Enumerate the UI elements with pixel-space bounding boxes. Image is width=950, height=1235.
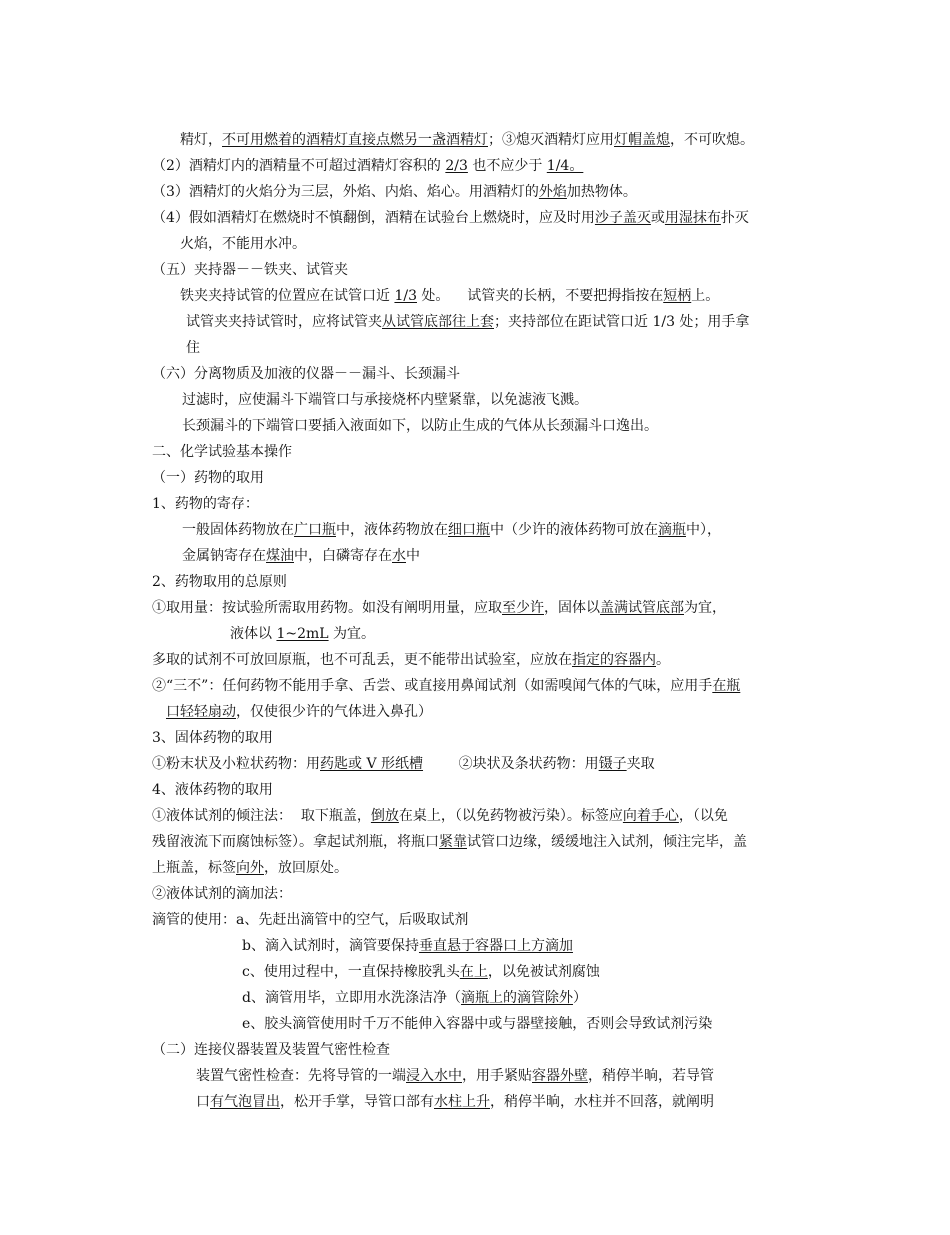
text-line	[230, 624, 375, 644]
text-segment: ，（以免	[678, 808, 728, 824]
text-line	[152, 442, 292, 462]
text-segment: （2）酒精灯内的酒精量不可超过酒精灯容积的	[152, 158, 446, 174]
text-line	[152, 728, 273, 748]
underlined-text: 在上	[459, 964, 488, 980]
text-segment: ，仅使很少许的气体进入鼻孔）	[236, 704, 432, 720]
underlined-text: 沙子盖灭	[594, 210, 651, 226]
underlined-text: 滴瓶	[658, 522, 686, 538]
text-segment: ，固体以	[544, 600, 600, 616]
text-segment: 扑灭	[720, 210, 749, 226]
text-segment: 中（少许的液体药物可放在	[490, 522, 658, 538]
text-line	[152, 858, 348, 878]
underlined-text: 紧靠	[439, 834, 467, 850]
text-line	[152, 572, 287, 592]
underlined-text: 灯帽盖熄	[614, 132, 670, 148]
text-line	[152, 832, 747, 852]
text-line	[242, 988, 587, 1008]
underlined-text: 倒放	[370, 808, 399, 824]
text-line	[152, 260, 348, 280]
underlined-text: 煤油	[266, 548, 294, 564]
text-segment: ，稍停半晌，若导管	[588, 1068, 714, 1084]
text-line	[196, 1092, 714, 1112]
text-line	[196, 1066, 714, 1086]
text-line	[152, 208, 749, 228]
underlined-text: 镊子	[598, 756, 627, 772]
underlined-text: 水	[392, 548, 406, 564]
text-segment: 住	[186, 340, 200, 356]
underlined-text: 有气泡冒出	[210, 1094, 280, 1110]
text-segment: 滴管的使用：a、先赶出滴管中的空气，后吸取试剂	[152, 912, 469, 928]
text-segment: 过滤时，应使漏斗下端管口与承接烧杯内壁紧靠，以免滤液飞溅。	[182, 392, 588, 408]
underlined-text: 外焰	[538, 184, 567, 200]
text-segment: ①粉末状及小粒状药物：用	[152, 756, 320, 772]
text-segment: （五）夹持器－－铁夹、试管夹	[152, 262, 348, 278]
text-line	[152, 754, 655, 774]
text-line	[152, 156, 583, 176]
text-segment: 多取的试剂不可放回原瓶，也不可乱丢，更不能带出试验室，应放在	[152, 652, 572, 668]
underlined-text: 口轻轻扇动	[166, 704, 236, 720]
underlined-text: 1/4。	[546, 158, 584, 174]
text-segment: ②块状及条状药物：用	[423, 756, 599, 772]
underlined-text: 1~2mL	[276, 626, 329, 642]
text-line	[152, 364, 460, 384]
underlined-text: 水柱上升	[434, 1094, 490, 1110]
text-segment: ，用手紧贴	[462, 1068, 532, 1084]
underlined-text: 药匙或 V 形纸槽	[320, 756, 424, 772]
text-segment: （3）酒精灯的火焰分为三层，外焰、内焰、焰心。用酒精灯的	[152, 184, 539, 200]
underlined-text: 向外	[236, 860, 264, 876]
text-line	[182, 520, 721, 540]
text-line	[152, 1040, 390, 1060]
text-line	[152, 676, 740, 696]
text-line	[152, 884, 292, 904]
text-line	[180, 286, 719, 306]
text-line	[182, 390, 588, 410]
text-segment: ①取用量：按试验所需取用药物。如没有阐明用量，应取	[152, 600, 502, 616]
text-segment: b、滴入试剂时，滴管要保持	[242, 938, 419, 954]
text-segment: 上瓶盖，标签	[152, 860, 236, 876]
text-segment: 为宜。	[328, 626, 376, 642]
text-segment: ，以免被试剂腐蚀	[487, 964, 600, 980]
underlined-text: 广口瓶	[294, 522, 336, 538]
text-line	[180, 234, 306, 254]
text-segment: 中，白磷寄存在	[294, 548, 392, 564]
text-segment: 残留液流下而腐蚀标签）。拿起试剂瓶，将瓶口	[152, 834, 439, 850]
text-segment: 上。	[691, 288, 720, 304]
text-segment: 二、化学试验基本操作	[152, 444, 292, 460]
text-segment: （六）分离物质及加液的仪器－－漏斗、长颈漏斗	[152, 366, 460, 382]
text-segment: 3、固体药物的取用	[152, 730, 273, 746]
underlined-text: 容器外壁	[532, 1068, 588, 1084]
text-segment: 2、药物取用的总原则	[152, 574, 287, 590]
underlined-text: 细口瓶	[448, 522, 490, 538]
text-segment: ，放回原处。	[264, 860, 348, 876]
text-line	[152, 650, 670, 670]
text-line	[180, 130, 754, 150]
text-segment: 中	[406, 548, 420, 564]
underlined-text: 盖满试管底部	[600, 600, 684, 616]
text-line	[152, 806, 728, 826]
text-segment: 长颈漏斗的下端管口要插入液面如下，以防止生成的气体从长颈漏斗口逸出。	[182, 418, 658, 434]
text-segment: ）	[572, 990, 587, 1006]
text-segment: 金属钠寄存在	[182, 548, 266, 564]
text-line	[152, 780, 273, 800]
underlined-text: 滴瓶上的滴管除外	[460, 990, 573, 1006]
text-line	[242, 936, 573, 956]
text-segment: 一般固体药物放在	[182, 522, 294, 538]
text-segment: 火焰，不能用水冲。	[180, 236, 306, 252]
text-segment: 4、液体药物的取用	[152, 782, 273, 798]
text-segment: （二）连接仪器装置及装置气密性检查	[152, 1042, 390, 1058]
text-segment: 口	[196, 1094, 210, 1110]
text-segment: e、胶头滴管使用时千万不能伸入容器中或与器壁接触，否则会导致试剂污染	[242, 1016, 713, 1032]
underlined-text: 从试管底部往上套	[382, 314, 494, 330]
text-line	[152, 468, 264, 488]
text-segment: d、滴管用毕，立即用水洗涤洁净（	[242, 990, 461, 1006]
text-line	[152, 910, 468, 930]
text-segment: 也不应少于	[467, 158, 547, 174]
text-segment: 中，液体药物放在	[336, 522, 448, 538]
text-segment: 在桌上，（以免药物被污染）。标签应	[398, 808, 623, 824]
text-segment: 精灯，	[180, 132, 222, 148]
text-line	[152, 182, 637, 202]
text-line	[182, 416, 658, 436]
underlined-text: 2/3	[445, 158, 468, 174]
underlined-text: 1/3	[394, 288, 417, 304]
text-segment: ，松开手掌，导管口部有	[280, 1094, 434, 1110]
underlined-text: 短柄	[663, 288, 692, 304]
text-segment: ②液体试剂的滴加法：	[152, 886, 292, 902]
text-segment: 夹取	[626, 756, 655, 772]
text-line	[182, 546, 420, 566]
text-segment: 。	[656, 652, 670, 668]
text-segment: ，稍停半晌，水柱并不回落，就阐明	[490, 1094, 714, 1110]
underlined-text: 至少许	[502, 600, 544, 616]
text-segment: ；③熄灭酒精灯应用	[488, 132, 614, 148]
text-line	[242, 962, 600, 982]
text-line	[242, 1014, 712, 1034]
text-segment: 加热物体。	[566, 184, 637, 200]
text-segment: 装置气密性检查：先将导管的一端	[196, 1068, 406, 1084]
text-segment: 液体以	[230, 626, 277, 642]
text-segment: （4）假如酒精灯在燃烧时不慎翻倒，酒精在试验台上燃烧时，应及时用	[152, 210, 595, 226]
text-line	[186, 338, 200, 358]
text-segment: ②“三不”：任何药物不能用手拿、舌尝、或直接用鼻闻试剂（如需嗅闻气体的气味，应用手	[152, 678, 713, 694]
underlined-text: 向着手心	[622, 808, 679, 824]
underlined-text: 垂直悬于容器口上方滴加	[418, 938, 573, 954]
text-segment: 处。 试管夹的长柄，不要把拇指按在	[416, 288, 664, 304]
text-segment: ，不可吹熄。	[670, 132, 754, 148]
underlined-text: 浸入水中	[406, 1068, 462, 1084]
text-line	[166, 702, 432, 722]
text-line	[186, 312, 749, 332]
text-segment: c、使用过程中，一直保持橡胶乳头	[242, 964, 460, 980]
text-segment: ①液体试剂的倾注法： 取下瓶盖，	[152, 808, 371, 824]
underlined-text: 不可用燃着的酒精灯直接点燃另一盏酒精灯	[222, 132, 488, 148]
text-segment: 试管夹夹持试管时，应将试管夹	[186, 314, 382, 330]
underlined-text: 用湿抹布	[664, 210, 721, 226]
text-segment: 铁夹夹持试管的位置应在试管口近	[180, 288, 395, 304]
text-line	[152, 598, 726, 618]
text-segment: 中），	[686, 522, 721, 538]
underlined-text: 指定的容器内	[572, 652, 656, 668]
text-segment: ；夹持部位在距试管口近 1/3 处；用手拿	[494, 314, 750, 330]
underlined-text: 在瓶	[712, 678, 741, 694]
text-segment: 1、药物的寄存：	[152, 496, 259, 512]
text-segment: 为宜，	[684, 600, 726, 616]
text-line	[152, 494, 259, 514]
text-segment: 或	[650, 210, 665, 226]
text-segment: 试管口边缘，缓缓地注入试剂，倾注完毕，盖	[467, 834, 747, 850]
text-segment: （一）药物的取用	[152, 470, 264, 486]
